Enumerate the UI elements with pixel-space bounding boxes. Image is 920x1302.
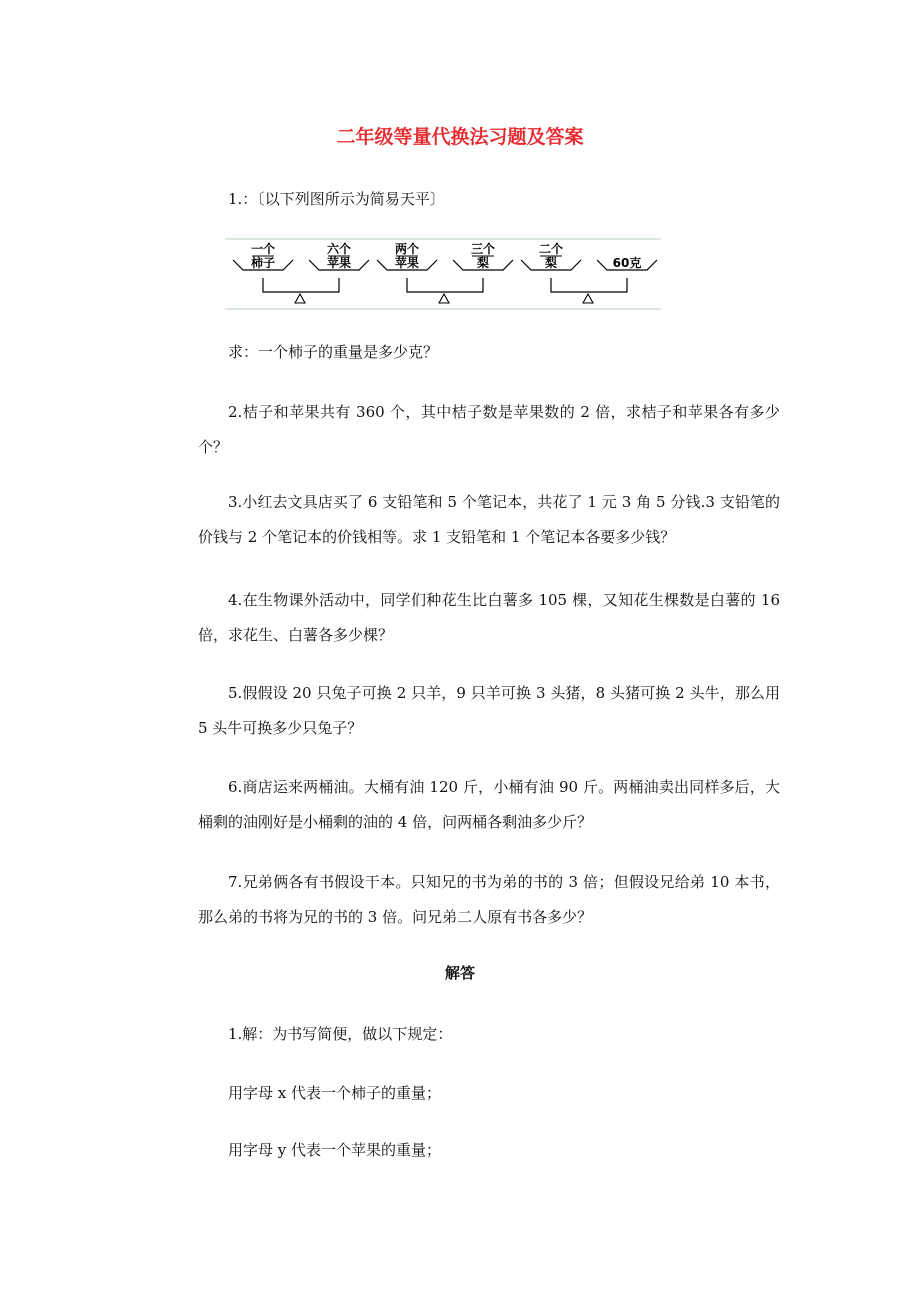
fulcrum-icon (295, 294, 305, 303)
right-pan-item: 苹果 (326, 256, 352, 270)
right-pan-item: 梨 (476, 256, 490, 270)
left-pan-item: 苹果 (394, 256, 420, 270)
solution-line-3: 用字母 y 代表一个苹果的重量； (228, 1141, 442, 1159)
question-6: 6.商店运来两桶油。大桶有油 120 斤，小桶有油 90 斤。两桶油卖出同样多后，大桶剩的油刚好是小桶剩的油的 4 倍，问两桶各剩油多少斤？ (198, 778, 780, 831)
left-pan-qty: 两个 (394, 242, 420, 256)
question-1-ask: 求：一个柿子的重量是多少克？ (228, 343, 439, 361)
document-title: 二年级等量代换法习题及答案 (336, 126, 584, 148)
balance-scale-2 (377, 241, 513, 303)
question-3: 3.小红去文具店买了 6 支铅笔和 5 个笔记本，共花了 1 元 3 角 5 分钱.3 支铅笔的价钱与 2 个笔记本的价钱相等。求 1 支铅笔和 1 个笔记本各要多少钱？ (198, 493, 780, 546)
balance-scales-figure (225, 236, 661, 312)
fulcrum-icon (583, 294, 593, 303)
right-pan-qty: 六个 (326, 242, 352, 256)
question-2: 2.桔子和苹果共有 360 个，其中桔子数是苹果数的 2 倍，求桔子和苹果各有多少个？ (198, 403, 780, 456)
beam (551, 278, 627, 292)
right-pan-item: 60克 (612, 256, 642, 270)
left-pan-item: 柿子 (250, 256, 276, 270)
solution-line-1: 1.解：为书写简便，做以下规定： (228, 1025, 453, 1043)
solution-line-2: 用字母 x 代表一个柿子的重量； (228, 1084, 441, 1102)
question-1-intro: 1.：〔以下列图所示为简易天平〕 (228, 190, 445, 208)
balance-scale-1 (233, 241, 369, 303)
beam (407, 278, 483, 292)
fulcrum-icon (439, 294, 449, 303)
question-5: 5.假假设 20 只兔子可换 2 只羊，9 只羊可换 3 头猪，8 头猪可换 2 头牛，那么用 5 头牛可换多少只兔子？ (198, 684, 780, 737)
question-4: 4.在生物课外活动中，同学们种花生比白薯多 105 棵，又知花生棵数是白薯的 16 倍，求花生、白薯各多少棵？ (198, 591, 780, 644)
question-7: 7.兄弟俩各有书假设干本。只知兄的书为弟的书的 3 倍；但假设兄给弟 10 本书，那么弟的书将为兄的书的 3 倍。问兄弟二人原有书各多少？ (198, 873, 780, 926)
balance-scale-3 (521, 241, 657, 303)
left-pan-qty: 二个 (538, 242, 564, 256)
beam (263, 278, 339, 292)
solution-heading: 解答 (444, 964, 475, 982)
left-pan-item: 梨 (544, 256, 558, 270)
right-pan-qty: 三个 (470, 242, 496, 256)
left-pan-qty: 一个 (250, 242, 276, 256)
